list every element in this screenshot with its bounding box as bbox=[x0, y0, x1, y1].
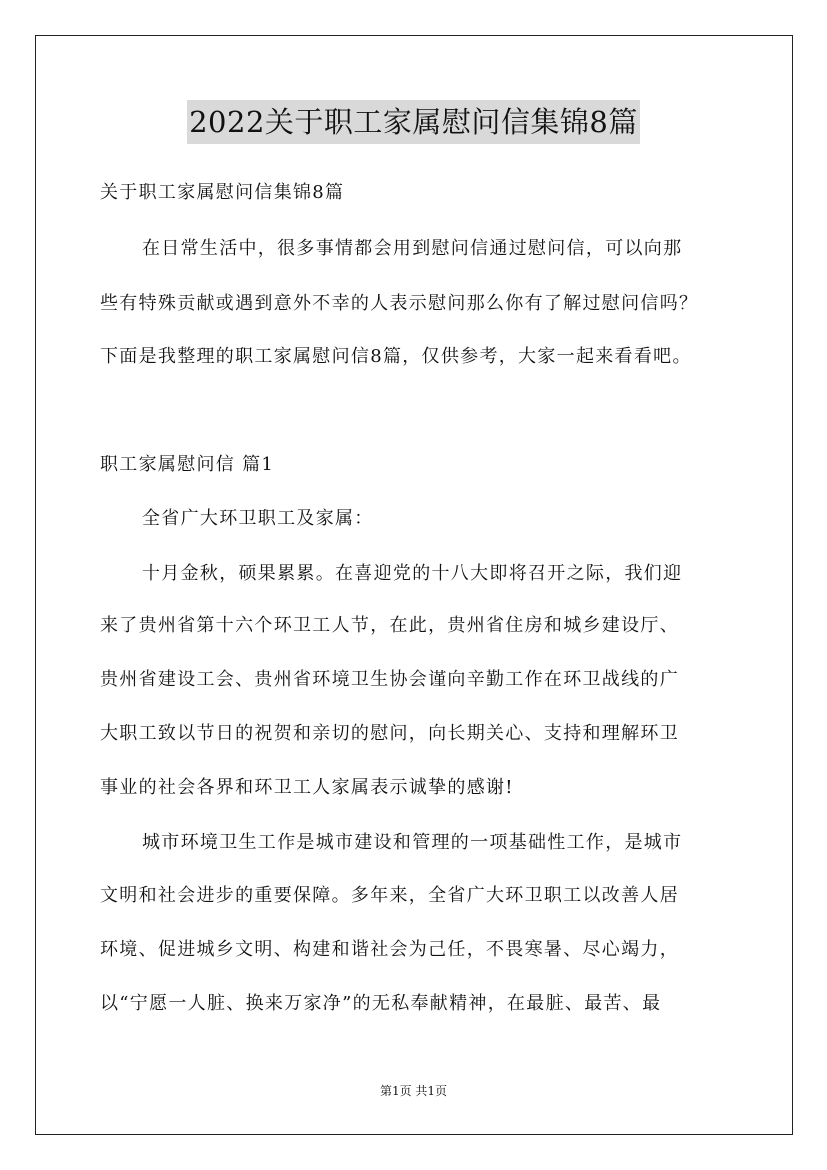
document-subtitle: 关于职工家属慰问信集锦8篇 bbox=[100, 182, 345, 203]
paragraph-line: 大职工致以节日的祝贺和亲切的慰问，向长期关心、支持和理解环卫 bbox=[100, 723, 679, 744]
document-title-block bbox=[0, 100, 827, 144]
paragraph-line: 贵州省建设工会、贵州省环境卫生协会谨向辛勤工作在环卫战线的广 bbox=[100, 669, 679, 690]
paragraph-line: 事业的社会各界和环卫工人家属表示诚挚的感谢! bbox=[100, 777, 514, 798]
salutation: 全省广大环卫职工及家属： bbox=[142, 508, 374, 529]
paragraph-line: 以“宁愿一人脏、换来万家净”的无私奉献精神，在最脏、最苦、最 bbox=[100, 993, 662, 1014]
paragraph-line: 环境、促进城乡文明、构建和谐社会为己任，不畏寒暑、尽心竭力， bbox=[100, 939, 679, 960]
intro-line: 下面是我整理的职工家属慰问信8篇，仅供参考，大家一起来看看吧。 bbox=[100, 346, 692, 367]
paragraph-line: 十月金秋，硕果累累。在喜迎党的十八大即将召开之际，我们迎 bbox=[142, 563, 683, 584]
intro-line: 些有特殊贡献或遇到意外不幸的人表示慰问那么你有了解过慰问信吗？ bbox=[100, 293, 699, 314]
paragraph-line: 城市环境卫生工作是城市建设和管理的一项基础性工作，是城市 bbox=[142, 832, 683, 853]
section-heading: 职工家属慰问信 篇1 bbox=[100, 454, 275, 475]
document-title: 2022关于职工家属慰问信集锦8篇 bbox=[187, 100, 640, 144]
intro-line: 在日常生活中，很多事情都会用到慰问信通过慰问信，可以向那 bbox=[142, 238, 683, 259]
page-footer: 第1页 共1页 bbox=[379, 1084, 448, 1098]
paragraph-line: 来了贵州省第十六个环卫工人节，在此，贵州省住房和城乡建设厅、 bbox=[100, 615, 679, 636]
paragraph-line: 文明和社会进步的重要保障。多年来，全省广大环卫职工以改善人居 bbox=[100, 885, 679, 906]
